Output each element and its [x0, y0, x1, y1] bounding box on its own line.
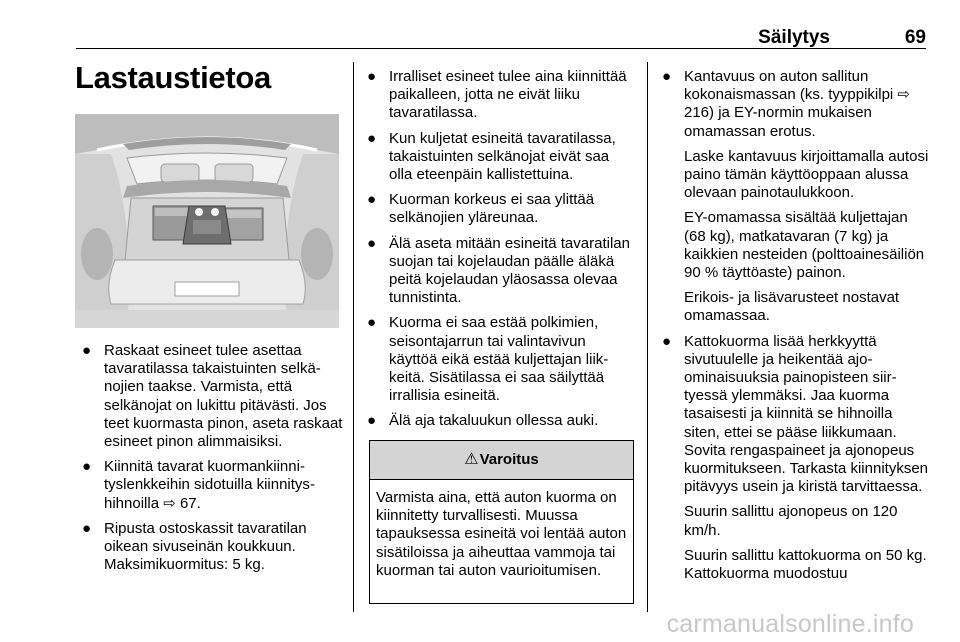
- warning-box: [369, 440, 634, 604]
- warning-header: [370, 441, 633, 480]
- list-item: ● Älä aseta mitään esineitä tavaratilan suojan tai kojelaudan päälle äläkä peitä kojelaudan yläosassa olevaa tunnistinta.: [367, 234, 630, 307]
- list-item: ● Ripusta ostoskassit tavaratilan oikean sivuseinän koukkuun. Maksimikuormitus: 5 kg.: [82, 519, 307, 574]
- bullet-dot: ●: [367, 191, 377, 209]
- bullet-dot: ●: [367, 129, 377, 147]
- list-item: ● Kantavuus on auton sallitun kokonaismassan (ks. tyyppikilpi ⇨ 216) ja EY-normin mukaisen omamassan erotus.: [662, 68, 910, 140]
- list-item: ● Kun kuljetat esineitä tavaratilassa, takaistuinten selkänojat eivät saa olla eteenpäin kallistettuina.: [367, 129, 616, 184]
- warning-triangle-icon: ⚠: [464, 451, 479, 468]
- paragraph: EY-omamassa sisältää kuljettajan (68 kg), matkatavaran (7 kg) ja kaikkien nesteiden (polttoainesäiliön 90 % täyttöaste) painon.: [684, 209, 925, 282]
- bullet-dot: ●: [662, 332, 672, 350]
- column-divider-1: [353, 62, 354, 612]
- page-number: 69: [904, 27, 926, 48]
- paragraph: Laske kantavuus kirjoittamalla autosi paino tämän käyttöoppaan alussa olevaan painotaulukkoon.: [684, 147, 929, 202]
- list-item: ● Raskaat esineet tulee asettaa tavaratilassa takaistuinten selkänojien taakse. Varmista, että selkänojat on lukittu pitävästi. Jos teet kuormasta pinon, aseta raskaat esineet pinon alimmaisiksi.: [82, 342, 343, 451]
- header-divider: [76, 48, 926, 49]
- bullet-dot: ●: [367, 234, 377, 252]
- bullet-dot: ●: [367, 68, 377, 85]
- bullet-dot: ●: [662, 68, 672, 85]
- bullet-dot: ●: [82, 458, 92, 476]
- list-item: ● Kuorman korkeus ei saa ylittää selkänojien yläreunaa.: [367, 191, 595, 227]
- bullet-list-1: [82, 342, 352, 574]
- paragraph: Erikois- ja lisävarusteet nostavat omamassaa.: [684, 289, 900, 325]
- chapter-title: Säilytys: [758, 27, 830, 48]
- bullet-dot: ●: [82, 342, 92, 359]
- warning-text: Varmista aina, että auton kuorma on kiinnitetty turvallisesti. Muussa tapauksessa esineitä voi lentää auton sisätiloissa ja aiheuttaa vammoja tai kuorman tai auton vaurioitumisen.: [376, 489, 627, 579]
- paragraph: Suurin sallittu ajonopeus on 120 km/h.: [684, 503, 898, 539]
- section-title: Lastaustietoa: [75, 60, 271, 95]
- trunk-illustration: [75, 114, 339, 328]
- column-divider-2: [647, 62, 648, 612]
- list-item: ● Kuorma ei saa estää polkimien, seisontajarrun tai valintavivun käyttöä eikä estää kuljettajan liikkeitä. Sisätilassa ei saa säilyttää irrallisia esineitä.: [367, 314, 609, 405]
- paragraph: Suurin sallittu kattokuorma on 50 kg. Kattokuorma muodostuu: [684, 546, 927, 583]
- bullet-dot: ●: [367, 412, 377, 430]
- car-trunk-drawing: [75, 114, 339, 328]
- column-1: [82, 342, 352, 581]
- watermark: carmanualsonline.info: [666, 610, 914, 638]
- bullet-dot: ●: [367, 314, 377, 332]
- bullet-dot: ●: [82, 519, 92, 537]
- column-2: [367, 68, 635, 438]
- page-header: [76, 24, 926, 48]
- warning-title: Varoitus: [479, 451, 539, 468]
- list-item: ● Kiinnitä tavarat kuormankiinnityslenkkeihin sidotuilla kiinnityshihnoilla ⇨ 67.: [82, 458, 315, 512]
- column-3: [662, 68, 932, 590]
- bullet-list-2: [367, 68, 635, 431]
- list-item: ● Kattokuorma lisää herkkyyttä sivutuulelle ja heikentää ajoominaisuuksia painopisteen siirtyessä ylemmäksi. Jaa kuorma tasaisesti ja kiinnitä se hihnoilla siten, ettei se pääse liikkumaan. Sovita rengaspaineet ja ajonopeus kuormitukseen. Tarkasta kiinnityksen pitävyys usein ja kiristä tarvittaessa.: [662, 332, 928, 496]
- list-item: ● Irralliset esineet tulee aina kiinnittää paikalleen, jotta ne eivät liiku tavaratilassa.: [367, 68, 627, 122]
- list-item: ● Älä aja takaluukun ollessa auki.: [367, 412, 599, 430]
